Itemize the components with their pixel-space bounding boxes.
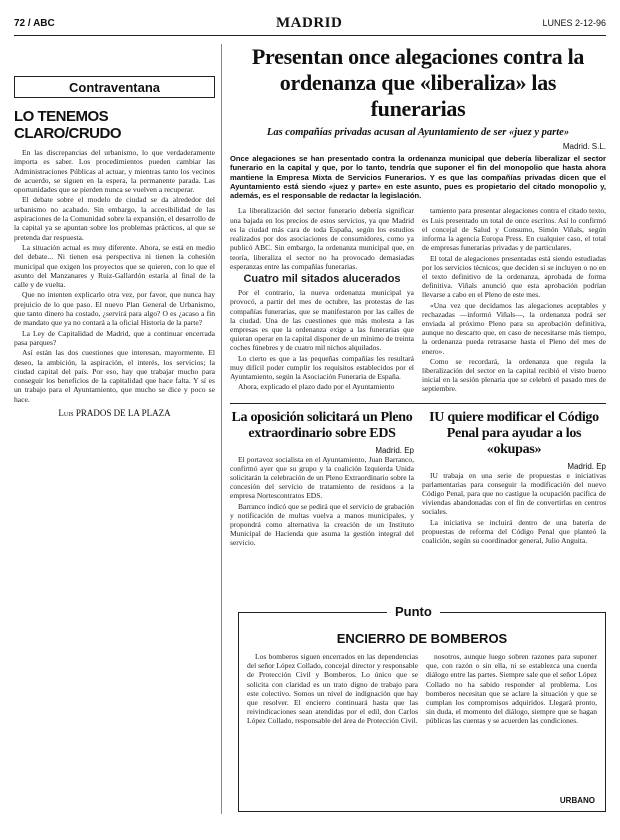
story-opposition-byline: Madrid. Ep <box>375 445 414 455</box>
issue-date: LUNES 2-12-96 <box>542 18 606 28</box>
page-header <box>14 14 606 36</box>
opinion-column <box>14 44 222 814</box>
paragraph: El debate sobre el modelo de ciudad se da alrededor del urbanismo no acabado. Sin embargo, la accesibilidad de las aspiraciones de la Comunidad sobre la expansión, el desarrollo de la capital ya se apuntan sobre los problemas prácticos, al que se pretenda dar respuesta. <box>14 195 215 242</box>
paragraph: Como se recordará, la ordenanza que regula la liberalización del sector en la capital recibió el visto bueno inicial en la sesión plenaria que se celebró el pasado mes de septiembre. <box>422 356 606 394</box>
opinion-body <box>14 148 215 404</box>
story-iu-byline: Madrid. Ep <box>567 461 606 471</box>
punto-column-1 <box>247 652 418 727</box>
section-title: MADRID <box>276 15 343 31</box>
paragraph: IU trabaja en una serie de propuestas e iniciativas parlamentarias para conseguir la modificación del nuevo Código Penal, para que no castigue la ocupación pacífica de viviendas abandonadas con el fin de convertirlas en centros sociales. <box>422 470 606 517</box>
secondary-stories <box>230 410 606 549</box>
paragraph: Por el contrario, la nueva ordenanza municipal ya provocó, a partir del mes de octubre, las protestas de las compañías funerarias, que se manifestaron por las calles de la ciudad. Una de las cuestiones que más molesta a las empresas es que la ordenanza exige a las funerarias que quieran operar en la capital disponer de un mínimo de treinta coches fúnebres y de cuatro mil nichos alquilados. <box>230 288 414 353</box>
paragraph: En las discrepancias del urbanismo, lo que verdaderamente importa es saber. Los procedimientos pueden cambiar las Administraciones Públicas al actuar, y mientras tanto los vecinos de acuerdo, se siguen en la espera, la permanente parada. Las oportunidades que se pierden nunca se vuelven a recuperar. <box>14 148 215 195</box>
paragraph: Barranco indicó que se pedirá que el servicio de grabación y notificación de multas vuelva a manos municipales, y propondrá como alternativa la creación de un Instituto Municipal de Hacienda que asuma la gestión integral del servicio. <box>230 501 414 548</box>
story-opposition-body <box>230 455 414 548</box>
main-headline: Presentan once alegaciones contra la ordenanza que «liberaliza» las funerarias <box>251 44 585 121</box>
punto-label: Punto <box>387 604 440 619</box>
story-iu-headline: IU quiere modificar el Código Penal para ayudar a los «okupas» <box>429 409 599 457</box>
paragraph: La iniciativa se incluirá dentro de una batería de propuestas de reforma del Código Penal que planteó la coalición, según su coordinador general, Julio Anguita. <box>422 517 606 545</box>
main-column-2 <box>422 206 606 394</box>
paragraph: Ahora, explicado el plazo dado por el Ayuntamiento <box>238 382 395 392</box>
crosshead: Cuatro mil sitados alucerados <box>243 272 401 285</box>
paragraph: La Ley de Capitalidad de Madrid, que a continuar encerrada pasa parques? <box>14 328 215 347</box>
page-number: 72 / ABC <box>14 18 55 29</box>
paragraph: La situación actual es muy diferente. Ahora, se está en medio del debate... Ni tienen esa perspectiva ni tienen la cohesión municipal que exigen los proyectos que se quieren, con lo que el asunto del Manzanares y Ruiz-Gallardón estaría al final de la calle y de vuelta. <box>14 242 215 290</box>
paragraph: El portavoz socialista en el Ayuntamiento, Juan Barranco, confirmó ayer que su grupo y la coalición Izquierda Unida solicitarán la celebración de un Pleno Extraordinario sobre la concesión del servicio de tratamiento de residuos a la empresa Nortescontratos EDS. <box>230 454 414 501</box>
story-opposition <box>230 410 414 549</box>
story-iu-body <box>422 471 606 546</box>
punto-title: ENCIERRO DE BOMBEROS <box>336 631 508 646</box>
main-column-1 <box>230 206 414 394</box>
main-lead: Once alegaciones se han presentado contra la ordenanza municipal que debería liberalizar el sector funerario en la capital y que, por lo tanto, tendría que suponer el fin del monopolio que hasta ahora mantiene la Empresa Mixta de Servicios Funerarios. Y es que las compañías privadas dicen que el Ayuntamiento está siendo «juez y parte» en este asunto, pues es propietario del citado monopolio y, además, es el responsable de redactar la legislación. <box>230 154 606 201</box>
paragraph: El total de alegaciones presentadas está siendo estudiadas por los servicios técnicos, que deciden si se incluyen o no en el texto definitivo de la ordenanza, aprobada de forma definitiva. Viñals anunció que esta aprobación podrían llevarse a cabo en el Pleno de este mes. <box>422 253 606 300</box>
story-iu <box>422 410 606 549</box>
divider <box>230 403 606 404</box>
paragraph: Así están las dos cuestiones que interesan, mayormente. El deseo, la ambición, la aspiración, el interés, los servicios; la ciudad capital del país. Por eso, hay que trabajar mucho para conseguir los beneficios de la capitalidad que hace falta. Y sí es un trabajo para el Ayuntamiento, que mucho se dice y poco se hace. <box>14 348 215 404</box>
opinion-signature: Luis PRADOS DE LA PLAZA <box>58 408 171 419</box>
main-articles <box>230 44 606 549</box>
paragraph: nosotros, aunque luego sobren razones para suponer que, con razón o sin ella, ni se establezca una cuerda diálogo entre las partes. Siempre sale que el señor López Collado no ha sabido responder al problema. Los bomberos necesitan que se aclare la situación y que se cumplan los compromisos adquiridos. Llegará pronto, sin duda, el momento del diálogo, siempre que se hagan públicas las cuentas y se acuerden las condiciones. <box>426 652 597 726</box>
paragraph: «Una vez que decidamos las alegaciones aceptables y rechazadas —informó Viñals—, la ordenanza podrá ser enviada al próximo Pleno para su aprobación definitiva, aunque no descarto que, en caso de necesitarse más tiempo, la ordenanza pueda retrasarse hasta el Pleno del mes de enero». <box>422 300 606 356</box>
paragraph: Que no intenten explicarlo otra vez, por favor, que nunca hay prejuicio de lo que paso. El nuevo Plan General de Urbanismo, que tanto dinero ha costado, ¿servirá para algo? O es ¿acaso a fin de mandato que ya no contará a la oficial Historia de la parte? <box>14 290 215 328</box>
punto-box <box>238 604 606 812</box>
paragraph: Los bomberos siguen encerrados en las dependencias del señor López Collado, concejal director y responsable de Protección Civil y Bomberos. Lo único que se solicita con claridad es un trato digno de trabajo para este colectivo. Somos un nivel de indignación que hay que resolver. El encierro continuará hasta que las reivindicaciones sean atendidas por el edil, don Carlos López Collado, responsable del área de Protección Civil. <box>247 652 418 726</box>
main-byline: Madrid. S.L. <box>562 142 606 151</box>
column-tag: Contraventana <box>14 76 215 98</box>
paragraph: Lo cierto es que a las pequeñas compañías les resultará muy difícil poder cumplir los requisitos establecidos por el Ayuntamiento, según la Asociación Funeraria de España. <box>230 353 414 381</box>
main-subheadline: Las compañías privadas acusan al Ayuntamiento de ser «juez y parte» <box>266 127 570 138</box>
punto-columns <box>247 652 597 727</box>
punto-column-2 <box>426 652 597 727</box>
paragraph: tamiento para presentar alegaciones contra el citado texto, es Luis presentado un total de once escritos. Así lo confirmó el concejal de Salud y Consumo, Simón Viñals, según informa la agencia Europa Press. En cualquier caso, el total de empresas funerarias privadas y de particulares. <box>422 206 606 253</box>
punto-signature: URBANO <box>559 796 595 805</box>
paragraph: La liberalización del sector funerario debería significar una bajada en los precios de estos servicios, ya que Madrid es la ciudad más cara de toda España, según los estudios realizados por dos asociaciones de consumidores, como ya publicó ABC. Sin embargo, la ordenanza municipal que, en teoría, liberaliza el sector no ha provocado demasiadas esperanzas entre las compañías funerarias. <box>230 206 414 271</box>
main-columns <box>230 206 606 394</box>
story-opposition-headline: La oposición solicitará un Pleno extraordinario sobre EDS <box>231 409 413 441</box>
opinion-headline: LO TENEMOS CLARO/CRUDO <box>14 108 121 142</box>
